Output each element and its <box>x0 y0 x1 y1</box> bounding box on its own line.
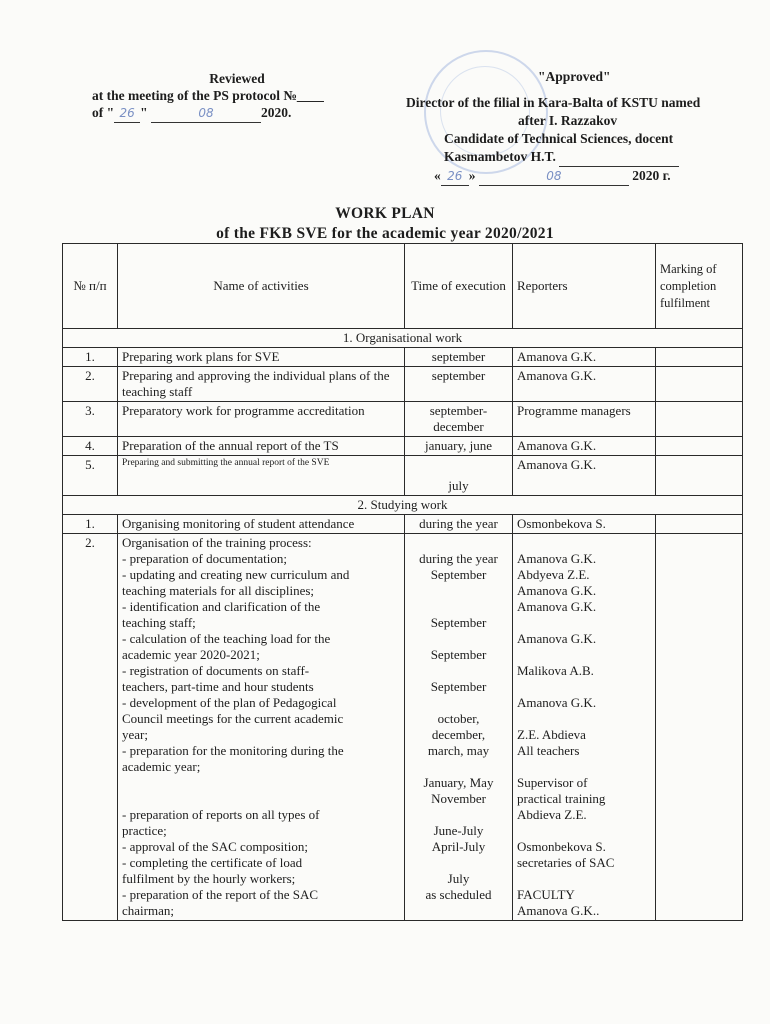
cell-line: September <box>430 615 487 630</box>
cell-line: - calculation of the teaching load for the <box>122 631 331 646</box>
cell-line <box>409 599 508 615</box>
cell-line: Abdieva Z.E. <box>517 807 587 822</box>
cell-line: teaching staff; <box>122 615 196 630</box>
approver-position: Director of the filial in Kara-Balta of KSTU named <box>406 95 701 110</box>
reviewed-date-quote: " <box>140 105 148 120</box>
cell-line: Council meetings for the current academic <box>122 711 344 726</box>
approver-degree: Candidate of Technical Sciences, docent <box>444 131 674 146</box>
row-time: september <box>405 367 513 402</box>
row-time: september <box>405 348 513 367</box>
approved-heading: "Approved" <box>538 69 611 84</box>
table-row <box>63 515 743 534</box>
cell-line: academic year; <box>122 759 201 774</box>
row-time-multiline <box>405 534 513 921</box>
col-header-num: № п/п <box>63 244 118 329</box>
row-activity: Preparatory work for programme accreditation <box>118 402 405 437</box>
cell-line: - preparation of the report of the SAC <box>122 887 319 902</box>
cell-line: academic year 2020-2021; <box>122 647 260 662</box>
cell-line <box>409 695 508 711</box>
cell-line <box>409 807 508 823</box>
cell-line: Organisation of the training process: <box>122 535 312 550</box>
row-reporters: Osmonbekova S. <box>513 515 656 534</box>
cell-line: - development of the plan of Pedagogical <box>122 695 337 710</box>
row-time: during the year <box>405 515 513 534</box>
cell-line: September <box>430 567 487 582</box>
cell-line <box>517 759 651 775</box>
row-marking <box>656 367 743 402</box>
cell-line: - preparation for the monitoring during the <box>122 743 344 758</box>
cell-line: practical training <box>517 791 606 806</box>
cell-line: Amanova G.K. <box>517 551 597 566</box>
cell-line <box>517 679 651 695</box>
approved-date-open: « <box>434 168 441 183</box>
row-marking <box>656 456 743 496</box>
cell-line: FACULTY <box>517 887 575 902</box>
reviewed-date-prefix: of " <box>92 105 115 120</box>
cell-line: Amanova G.K. <box>517 631 597 646</box>
cell-line <box>517 823 651 839</box>
cell-line <box>517 711 651 727</box>
cell-line: - preparation of documentation; <box>122 551 287 566</box>
cell-line: Amanova G.K. <box>517 599 597 614</box>
cell-line: Malikova A.B. <box>517 663 594 678</box>
cell-line: June-July <box>433 823 484 838</box>
cell-line: practice; <box>122 823 167 838</box>
approved-date-line <box>398 167 758 186</box>
approved-month: 08 <box>479 167 629 186</box>
cell-line: chairman; <box>122 903 174 918</box>
row-time: september-december <box>405 402 513 437</box>
cell-line <box>409 855 508 871</box>
row-activity: Preparation of the annual report of the TS <box>118 437 405 456</box>
cell-line <box>409 631 508 647</box>
table-row <box>63 456 743 496</box>
row-num: 5. <box>63 456 118 496</box>
row-marking <box>656 515 743 534</box>
cell-line: october, <box>437 711 480 726</box>
table-row <box>63 437 743 456</box>
col-header-marking: Marking of completion fulfilment <box>656 244 743 329</box>
cell-line: march, may <box>427 743 490 758</box>
table-row <box>63 534 743 921</box>
cell-line: November <box>431 791 486 806</box>
section-row <box>63 496 743 515</box>
approved-day: 26 <box>441 167 469 186</box>
row-time: january, june <box>405 437 513 456</box>
signature-line <box>559 148 679 167</box>
cell-line: All teachers <box>517 743 580 758</box>
row-reporters: Amanova G.K. <box>513 367 656 402</box>
reviewed-day: 26 <box>114 105 140 123</box>
approver-position-cont: after I. Razzakov <box>518 113 618 128</box>
row-reporters-multiline <box>513 534 656 921</box>
cell-line <box>517 647 651 663</box>
cell-line <box>517 615 651 631</box>
cell-line: year; <box>122 727 148 742</box>
cell-line: April-July <box>431 839 486 854</box>
approver-name-text: Kasmambetov H.T. <box>444 149 556 164</box>
cell-line: Amanova G.K.. <box>517 903 600 918</box>
cell-line: July <box>447 871 470 886</box>
cell-line <box>517 535 651 551</box>
row-activity-multiline <box>118 534 405 921</box>
cell-line <box>409 583 508 599</box>
row-num: 4. <box>63 437 118 456</box>
cell-line: - approval of the SAC composition; <box>122 839 308 854</box>
cell-line <box>409 759 508 775</box>
cell-line: September <box>430 679 487 694</box>
row-activity: Preparing and submitting the annual report of the SVE <box>118 456 405 496</box>
cell-line: Z.E. Abdieva <box>517 727 586 742</box>
reviewed-date-line <box>92 104 382 123</box>
document-subtitle: of the FKB SVE for the academic year 2020/2021 <box>216 225 554 242</box>
cell-line: - preparation of reports on all types of <box>122 807 320 822</box>
row-marking <box>656 534 743 921</box>
row-marking <box>656 437 743 456</box>
row-num: 1. <box>63 515 118 534</box>
cell-line: Amanova G.K. <box>517 695 597 710</box>
cell-line <box>122 791 400 807</box>
cell-line: - completing the certificate of load <box>122 855 303 870</box>
reviewed-year: 2020. <box>261 105 292 120</box>
approved-year: 2020 г. <box>632 168 671 183</box>
cell-line <box>409 663 508 679</box>
section-title: 2. Studying work <box>63 496 743 515</box>
row-reporters: Amanova G.K. <box>513 348 656 367</box>
cell-line: Amanova G.K. <box>517 583 597 598</box>
row-num: 2. <box>63 534 118 921</box>
document-title: WORK PLAN <box>335 205 435 222</box>
cell-line: during the year <box>419 551 498 566</box>
cell-line: secretaries of SAC <box>517 855 615 870</box>
cell-line: as scheduled <box>425 887 492 902</box>
cell-line: december, <box>431 727 486 742</box>
reviewed-heading: Reviewed <box>209 71 265 86</box>
reviewed-protocol-line: at the meeting of the PS protocol №____ <box>92 88 324 103</box>
section-row <box>63 329 743 348</box>
row-activity: Organising monitoring of student attendance <box>118 515 405 534</box>
col-header-activity: Name of activities <box>118 244 405 329</box>
cell-line <box>409 535 508 551</box>
table-row <box>63 402 743 437</box>
col-header-time: Time of execution <box>405 244 513 329</box>
row-marking <box>656 402 743 437</box>
row-num: 2. <box>63 367 118 402</box>
cell-line: teaching materials for all disciplines; <box>122 583 315 598</box>
row-reporters: Amanova G.K. <box>513 437 656 456</box>
col-header-reporters: Reporters <box>513 244 656 329</box>
row-activity: Preparing and approving the individual plans of the teaching staff <box>118 367 405 402</box>
cell-line: - updating and creating new curriculum and <box>122 567 350 582</box>
row-activity: Preparing work plans for SVE <box>118 348 405 367</box>
cell-line <box>122 775 400 791</box>
work-plan-table <box>62 243 743 921</box>
cell-line: Abdyeva Z.E. <box>517 567 590 582</box>
cell-line: - registration of documents on staff- <box>122 663 310 678</box>
row-time: july <box>405 456 513 496</box>
cell-line <box>409 903 508 919</box>
row-num: 1. <box>63 348 118 367</box>
approved-date-close: » <box>468 168 476 183</box>
table-row <box>63 367 743 402</box>
cell-line: January, May <box>423 775 494 790</box>
row-reporters: Programme managers <box>513 402 656 437</box>
reviewed-block <box>92 70 382 123</box>
row-marking <box>656 348 743 367</box>
approver-name <box>398 148 758 167</box>
row-reporters: Amanova G.K. <box>513 456 656 496</box>
table-header-row <box>63 244 743 329</box>
approved-block <box>398 68 758 186</box>
cell-line: Supervisor of <box>517 775 588 790</box>
cell-line: teachers, part-time and hour students <box>122 679 314 694</box>
row-num: 3. <box>63 402 118 437</box>
cell-line: September <box>430 647 487 662</box>
cell-line: - identification and clarification of the <box>122 599 321 614</box>
cell-line: fulfilment by the hourly workers; <box>122 871 296 886</box>
cell-line <box>517 871 651 887</box>
cell-line: Osmonbekova S. <box>517 839 606 854</box>
section-title: 1. Organisational work <box>63 329 743 348</box>
reviewed-month: 08 <box>151 105 261 123</box>
table-row <box>63 348 743 367</box>
